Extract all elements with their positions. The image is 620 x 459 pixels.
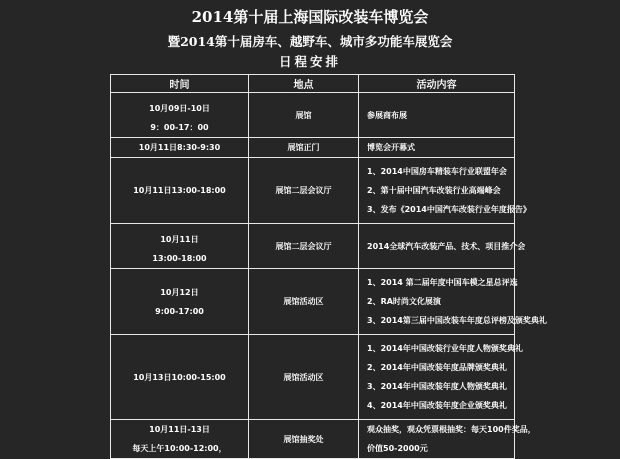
- table-row: [111, 269, 515, 335]
- time-line: 每天上午10:00-12:00，: [132, 444, 227, 453]
- section-heading: 日程安排: [278, 54, 341, 69]
- table-row: [111, 335, 515, 420]
- activity-line: 1、2014 第二届年度中国车模之星总评选: [367, 278, 518, 287]
- activity-line: 1、2014中国房车精装车行业联盟年会: [367, 167, 507, 176]
- activity-line: 参展商布展: [367, 110, 407, 120]
- page-title: 2014第十届上海国际改装车博览会: [191, 8, 429, 26]
- time-line: 10月13日10:00-15:00: [133, 372, 226, 382]
- place-cell: 展馆抽奖处: [249, 420, 359, 459]
- activity-line: 3、2014第三届中国改装车年度总评榜及颁奖典礼: [367, 316, 547, 325]
- table-row: [111, 93, 515, 138]
- place-cell: 展馆二层会议厅: [249, 158, 359, 224]
- time-line: 10月11日-13日: [149, 425, 210, 434]
- activity-line: 2、第十届中国汽车改装行业高端峰会: [367, 186, 501, 195]
- time-line: 13:00-18:00: [152, 254, 207, 263]
- activity-cell: [359, 269, 547, 335]
- time-line: 9：00-17：00: [150, 123, 209, 132]
- activity-line: 价值50-2000元: [367, 444, 428, 453]
- activity-cell: [359, 158, 531, 224]
- activity-line: 2、RA时尚文化展演: [367, 297, 441, 306]
- time-cell: [111, 420, 249, 459]
- place-cell: 展馆正门: [249, 138, 359, 158]
- time-line: 10月11日13:00-18:00: [133, 186, 226, 195]
- table-row: [111, 158, 515, 224]
- table-header-row: [111, 75, 515, 93]
- activity-line: 3、2014年中国改装年度人物颁奖典礼: [367, 382, 507, 391]
- time-line: 10月11日8:30-9:30: [138, 143, 221, 152]
- activity-cell: [359, 93, 515, 138]
- table-row: [111, 138, 515, 158]
- activity-line: 3、发布《2014中国汽车改装行业年度报告》: [367, 205, 531, 214]
- time-line: 10月09日-10日: [149, 104, 210, 113]
- column-header-time: 时间: [111, 75, 249, 93]
- column-header-activity: 活动内容: [359, 75, 515, 93]
- activity-cell: [359, 138, 515, 158]
- activity-line: 2、2014年中国改装年度品牌颁奖典礼: [367, 363, 507, 372]
- activity-cell: [359, 224, 526, 269]
- schedule-table: [110, 74, 547, 459]
- page-subtitle: 暨2014第十届房车、越野车、城市多功能车展览会: [167, 34, 453, 49]
- time-line: 9:00-17:00: [155, 306, 204, 316]
- column-header-place: 地点: [249, 75, 359, 93]
- time-cell: [111, 335, 249, 420]
- place-cell: 展馆: [249, 93, 359, 138]
- activity-line: 4、2014年中国改装年度企业颁奖典礼: [367, 401, 507, 410]
- activity-line: 博览会开幕式: [367, 143, 415, 152]
- time-cell: [111, 269, 249, 335]
- time-cell: [111, 224, 249, 269]
- place-cell: 展馆活动区: [249, 269, 359, 335]
- table-row: [111, 420, 515, 459]
- time-line: 10月12日: [160, 287, 199, 297]
- time-line: 10月11日: [160, 235, 199, 244]
- time-cell: [111, 93, 249, 138]
- activity-line: 2014全球汽车改装产品、技术、项目推介会: [367, 241, 526, 251]
- time-cell: [111, 158, 249, 224]
- time-cell: [111, 138, 249, 158]
- place-cell: 展馆二层会议厅: [249, 224, 359, 269]
- table-row: [111, 224, 515, 269]
- activity-cell: [359, 420, 536, 459]
- activity-line: 观众抽奖，观众凭票根抽奖：每天100件奖品，: [367, 425, 536, 434]
- activity-line: 1、2014年中国改装行业年度人物颁奖典礼: [367, 344, 523, 353]
- activity-cell: [359, 335, 523, 420]
- place-cell: 展馆活动区: [249, 335, 359, 420]
